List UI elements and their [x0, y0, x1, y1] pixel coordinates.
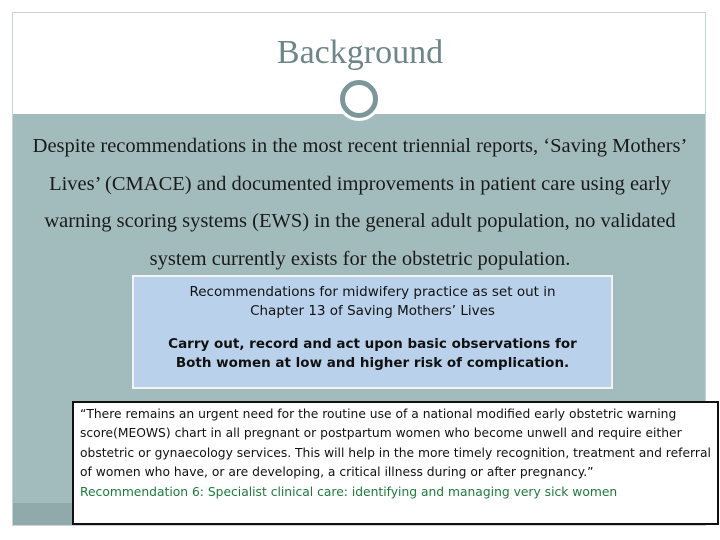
- recommendation-heading-line2: Chapter 13 of Saving Mothers’ Lives: [250, 303, 495, 319]
- quote-box: [72, 401, 719, 525]
- recommendation-action: [134, 335, 611, 373]
- recommendation-heading: [134, 283, 611, 321]
- recommendation-heading-line1: Recommendations for midwifery practice as set out in: [189, 284, 556, 300]
- recommendation-box: [132, 275, 613, 389]
- quote-source: Recommendation 6: Specialist clinical care: identifying and managing very sick women: [80, 484, 618, 499]
- circle-emblem-icon: [340, 80, 378, 118]
- slide-title: Background: [276, 34, 444, 71]
- background-paragraph: Despite recommendations in the most recent triennial reports, ‘Saving Mothers’ Lives’ (CMACE) and documented improvements in patient care using early warning scoring systems (EWS) in the general adult population, no validated system currently exists for the obstetric population.: [32, 135, 688, 270]
- recommendation-action-line2: Both women at low and higher risk of complication.: [175, 355, 570, 371]
- recommendation-action-line1: Carry out, record and act upon basic observations for: [168, 336, 577, 352]
- quote-text: “There remains an urgent need for the routine use of a national modified early obstetric warning score(MEOWS) chart in all pregnant or postpartum women who become unwell and require either obstetric or gynaecology services. This will help in the more timely recognition, treatment and referral of women who have, or are developing, a critical illness during or after pregnancy.”: [80, 407, 711, 480]
